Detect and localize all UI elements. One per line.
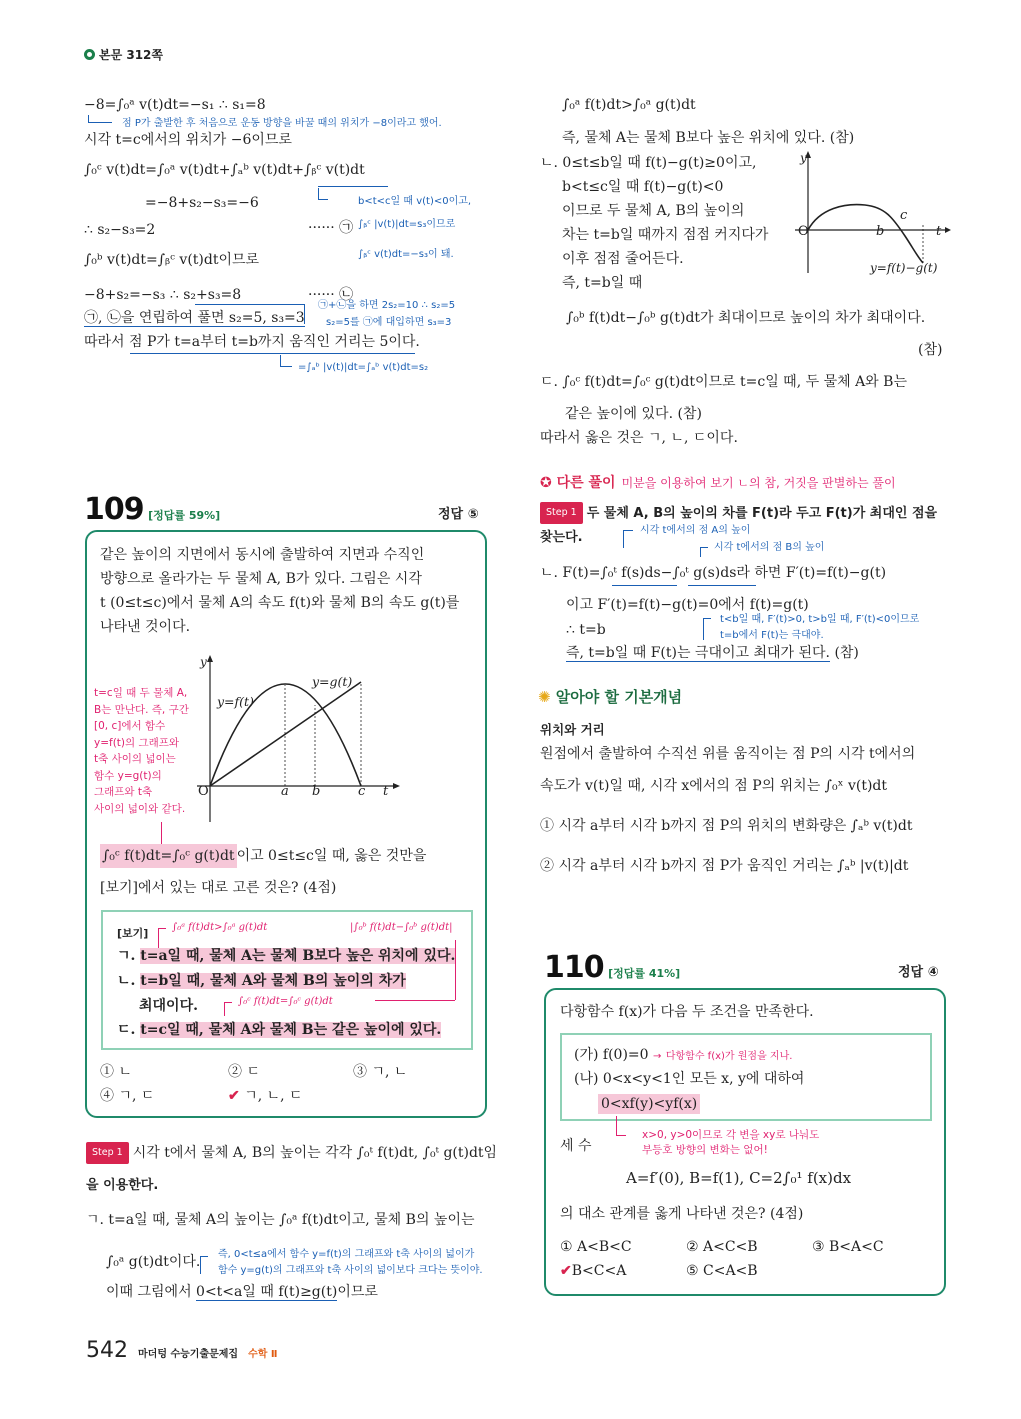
blue-note: t<b일 때, F′(t)>0, t>b일 때, F′(t)<0이므로 xyxy=(720,614,920,625)
pink-note-line: x>0, y>0이므로 각 변을 xy로 나눠도 xyxy=(642,1129,820,1141)
note-connector xyxy=(623,530,633,548)
note-connector xyxy=(195,304,305,324)
blue-note: 시각 t에서의 점 B의 높이 xyxy=(714,542,825,553)
question-prompt: [보기]에서 있는 대로 고른 것은? (4점) xyxy=(100,880,337,896)
bogi-label: [보기] xyxy=(117,927,149,940)
blue-note: ㉠+㉡을 하면 2s₂=10 ∴ s₂=5 xyxy=(318,300,456,311)
bogi-mark: ㄴ. xyxy=(117,973,136,989)
text-line: 이므로 두 물체 A, B의 높이의 xyxy=(562,203,745,219)
text-line: ㄴ. 0≤t≤b일 때 f(t)−g(t)≥0이고, xyxy=(540,155,757,171)
note-connector xyxy=(88,115,112,123)
velocity-graph xyxy=(195,652,405,832)
concept-item: ② 시각 a부터 시각 b까지 점 P가 움직인 거리는 ∫ₐᵇ |v(t)|dt xyxy=(540,858,909,874)
pink-note xyxy=(642,1128,819,1158)
alt-solution-title: 다른 풀이 xyxy=(556,475,616,491)
bogi-text: t=c일 때, 물체 A와 물체 B는 같은 높이에 있다. xyxy=(140,1022,442,1038)
text: 이때 그림에서 xyxy=(106,1284,197,1300)
subject-label: 수학 Ⅱ xyxy=(248,1349,278,1360)
answer-label: 정답 ⑤ xyxy=(438,507,479,522)
bogi-text: t=a일 때, 물체 A는 물체 B보다 높은 위치에 있다. xyxy=(140,948,456,964)
curve-label: y=f(t)−g(t) xyxy=(870,261,938,275)
three-numbers-label: 세 수 xyxy=(560,1138,592,1154)
blue-note: 즉, 0<t≤a에서 함수 y=f(t)의 그래프와 t축 사이의 넓이가 xyxy=(218,1249,475,1260)
lightbulb-icon: ✺ xyxy=(538,688,556,706)
side-note-line: y=f(t)의 그래프와 xyxy=(94,736,180,749)
choice-4[interactable]: ④ ㄱ, ㄷ xyxy=(100,1088,155,1104)
bogi-item xyxy=(117,1020,441,1040)
concept-subtitle: 위치와 거리 xyxy=(540,722,605,737)
bogi-item xyxy=(117,971,406,991)
origin-label: O xyxy=(798,224,809,239)
pink-note: 다항함수 f(x)가 원점을 지나. xyxy=(665,1051,793,1062)
arrow-right-icon: → xyxy=(653,1051,662,1062)
text-line: 차는 t=b일 때까지 점점 커지다가 xyxy=(562,227,769,243)
alt-solution-header xyxy=(540,472,896,492)
blue-note: 시각 t에서의 점 A의 높이 xyxy=(640,525,751,536)
bogi-text: t=b일 때, 물체 A와 물체 B의 높이의 차가 xyxy=(140,973,406,989)
condition-b-inequality xyxy=(598,1094,700,1114)
choice-3[interactable]: ③ B<A<C xyxy=(812,1239,884,1255)
page-number: 542 xyxy=(86,1338,128,1363)
step-line xyxy=(86,1142,497,1164)
text-line: 이후 점점 줄어든다. xyxy=(562,251,684,267)
blue-note: t=b에서 F(t)는 극대야. xyxy=(720,630,824,641)
equation-line: =−8+s₂−s₃=−6 xyxy=(145,195,259,211)
equation-line: 이고 F′(t)=f(t)−g(t)=0에서 f(t)=g(t) xyxy=(566,597,809,613)
blue-note: ∫ᵦᶜ v(t)dt=−s₃이 돼. xyxy=(358,249,454,260)
concept-line: 원점에서 출발하여 수직선 위를 움직이는 점 P의 시각 t에서의 xyxy=(540,746,916,762)
question-text: 같은 높이의 지면에서 동시에 출발하여 지면과 수직인 xyxy=(100,547,425,563)
text-line: 시각 t=c에서의 위치가 −6이므로 xyxy=(84,132,292,148)
y-axis-label: y xyxy=(800,151,807,165)
origin-label: O xyxy=(198,784,209,799)
side-note-line: 함수 y=g(t)의 xyxy=(94,769,162,782)
underline-connector xyxy=(318,186,388,187)
blue-note: =∫ₐᵇ |v(t)|dt=∫ₐᵇ v(t)dt=s₂ xyxy=(298,362,429,373)
source-reference xyxy=(84,46,163,63)
blue-note: s₂=5를 ㉠에 대입하면 s₃=3 xyxy=(326,317,452,328)
question-number: 110 xyxy=(544,950,604,985)
blue-note: 함수 y=g(t)의 그래프와 t축 사이의 넓이보다 크다는 뜻이야. xyxy=(218,1265,483,1276)
choice-4-correct[interactable] xyxy=(560,1261,626,1281)
text-line: 즉, t=b일 때 xyxy=(562,275,643,291)
step-text-continued: 을 이용한다. xyxy=(86,1178,159,1193)
choice-1[interactable]: ① ㄴ xyxy=(100,1064,132,1080)
equation-line: ㄷ. ∫₀ᶜ f(t)dt=∫₀ᶜ g(t)dt이므로 t=c일 때, 두 물체 A와 B는 xyxy=(540,374,907,390)
step-line xyxy=(540,502,937,524)
underlined-text: ㉠, ㉡을 연립하여 풀면 s₂=5, s₃=3 xyxy=(84,310,305,326)
text-line: 즉, 물체 A는 물체 B보다 높은 위치에 있다. (참) xyxy=(562,130,855,146)
condition-a-text: (가) f(0)=0 xyxy=(574,1047,649,1063)
question-header xyxy=(544,950,681,985)
note-connector xyxy=(224,1002,232,1016)
t-axis-label: t xyxy=(936,224,942,239)
conclusion-line xyxy=(566,643,859,663)
g-line-label: y=g(t) xyxy=(312,674,353,689)
concept-header xyxy=(538,686,682,707)
equation-line: −8=∫₀ᵃ v(t)dt=−s₁ ∴ s₁=8 xyxy=(84,97,266,113)
note-connector xyxy=(318,188,328,200)
f-curve-label: y=f(t) xyxy=(217,694,254,709)
bogi-mark: ㄱ. xyxy=(117,948,136,964)
choice-text: ㄱ, ㄴ, ㄷ xyxy=(244,1088,303,1104)
conclusion-line: 따라서 옳은 것은 ㄱ, ㄴ, ㄷ이다. xyxy=(540,430,738,446)
equation-line: ∴ t=b xyxy=(566,622,606,638)
side-note-line: 사이의 넓이와 같다. xyxy=(94,802,186,815)
t-axis-label: t xyxy=(383,784,389,799)
side-note-line: [0, c]에서 함수 xyxy=(94,720,166,732)
concept-line: 속도가 v(t)일 때, 시각 x에서의 점 P의 위치는 ∫₀ˣ v(t)dt xyxy=(540,778,888,794)
equation-line: ∫₀ᵇ f(t)dt−∫₀ᵇ g(t)dt가 최대이므로 높이의 차가 최대이다. xyxy=(566,310,926,326)
b-label: b xyxy=(312,784,321,799)
note-connector xyxy=(375,1000,455,1001)
source-ref-text: 본문 312쪽 xyxy=(99,48,164,62)
checkmark-icon: ✔ xyxy=(560,1263,572,1279)
equation-line: ∴ s₂−s₃=2 xyxy=(84,222,156,238)
blue-note: 점 P가 출발한 후 처음으로 운동 방향을 바꿀 때의 위치가 −8이라고 했어. xyxy=(122,118,442,129)
tag-marker: ······ ㉠ xyxy=(308,220,354,236)
condition-a xyxy=(574,1045,792,1067)
note-connector xyxy=(616,1116,626,1136)
verdict: (참) xyxy=(830,645,859,661)
checkmark-icon: ✔ xyxy=(228,1088,240,1104)
question-prompt: 의 대소 관계를 옳게 나타낸 것은? (4점) xyxy=(560,1206,804,1222)
note-connector xyxy=(280,355,292,367)
equation-line: ㄴ. F(t)=∫₀ᵗ f(s)ds−∫₀ᵗ g(s)ds라 하면 F′(t)=f(t)−g(t) xyxy=(540,565,887,581)
concept-item: ① 시각 a부터 시각 b까지 점 P의 위치의 변화량은 ∫ₐᵇ v(t)dt xyxy=(540,818,913,834)
book-title: 마더텅 수능기출문제집 xyxy=(138,1349,239,1360)
step-text-continued: 찾는다. xyxy=(540,530,583,545)
verdict: (참) xyxy=(918,342,943,358)
tag-marker: ······ ㉡ xyxy=(308,287,354,303)
pink-note: |∫₀ᵇ f(t)dt−∫₀ᵇ g(t)dt| xyxy=(350,922,453,933)
correct-rate: [정답률 59%] xyxy=(148,509,221,522)
choice-2[interactable]: ② A<C<B xyxy=(686,1239,758,1255)
underline xyxy=(130,353,415,354)
question-number: 109 xyxy=(84,492,144,527)
page-footer xyxy=(86,1338,277,1363)
question-text: 나타낸 것이다. xyxy=(100,619,191,635)
question-text: 방향으로 올라가는 두 물체 A, B가 있다. 그림은 시각 xyxy=(100,571,422,587)
side-note-line: t축 사이의 넓이는 xyxy=(94,753,176,765)
question-text: t (0≤t≤c)에서 물체 A의 속도 f(t)와 물체 B의 속도 g(t)를 xyxy=(100,595,460,611)
equation-line: −8+s₂=−s₃ ∴ s₂+s₃=8 xyxy=(84,287,242,303)
equation-line: ∫₀ᵇ v(t)dt=∫ᵦᶜ v(t)dt이므로 xyxy=(84,252,260,268)
condition-tail: 이고 0≤t≤c일 때, 옳은 것만을 xyxy=(236,848,427,864)
choice-text: B<C<A xyxy=(571,1263,627,1279)
underlined-text: 즉, t=b일 때 F(t)는 극대이고 최대가 된다. xyxy=(566,645,830,661)
text-line: 따라서 점 P가 t=a부터 t=b까지 움직인 거리는 5이다. xyxy=(84,334,420,350)
choice-5[interactable]: ⑤ C<A<B xyxy=(686,1263,758,1279)
c-label: c xyxy=(358,784,366,799)
y-axis-label: y xyxy=(200,655,207,669)
question-header xyxy=(84,492,221,527)
choice-5-correct[interactable] xyxy=(228,1086,303,1106)
step-badge: Step 1 xyxy=(540,502,583,524)
pink-note-line: 부등호 방향의 변화는 없어! xyxy=(642,1144,768,1156)
side-note-line: 그래프와 t축 xyxy=(94,786,153,798)
underline xyxy=(612,585,677,586)
star-icon: ✪ xyxy=(540,475,557,491)
bogi-item xyxy=(117,946,455,966)
bogi-item-continued: 최대이다. xyxy=(139,998,198,1014)
concept-title: 알아야 할 기본개념 xyxy=(555,688,683,706)
answer-label: 정답 ④ xyxy=(898,965,939,980)
highlighted-condition: ∫₀ᶜ f(t)dt=∫₀ᶜ g(t)dt xyxy=(100,844,237,868)
equation-line: ∫₀ᵃ f(t)dt>∫₀ᵃ g(t)dt xyxy=(562,97,696,113)
blue-note: b<t<c일 때 v(t)<0이고, xyxy=(358,196,472,207)
correct-rate: [정답률 41%] xyxy=(608,967,681,980)
side-note xyxy=(94,685,204,817)
underline xyxy=(688,585,756,586)
note-connector xyxy=(200,1256,208,1274)
side-note-line: t=c일 때 두 물체 A, xyxy=(94,687,188,699)
highlighted-inequality: 0<xf(y)<yf(x) xyxy=(598,1094,700,1114)
equation-line: ∫₀ᶜ v(t)dt=∫₀ᵃ v(t)dt+∫ₐᵇ v(t)dt+∫ᵦᶜ v(t)dt xyxy=(84,162,365,178)
note-connector xyxy=(700,547,708,557)
side-note-line: B는 만난다. 즉, 구간 xyxy=(94,703,189,716)
step-text: 시각 t에서 물체 A, B의 높이는 각각 ∫₀ᵗ f(t)dt, ∫₀ᵗ g(t)dt임 xyxy=(132,1145,498,1161)
b-label: b xyxy=(876,224,885,239)
step-badge: Step 1 xyxy=(86,1142,129,1164)
pink-note: ∫₀ᵃ f(t)dt>∫₀ᵃ g(t)dt xyxy=(172,922,268,933)
note-connector xyxy=(703,618,711,640)
underlined-text: 0<t<a일 때 f(t)≥g(t) xyxy=(196,1284,338,1300)
alt-solution-subtitle: 미분을 이용하여 보기 ㄴ의 참, 거짓을 판별하는 풀이 xyxy=(621,476,896,490)
text: 이므로 xyxy=(337,1284,378,1300)
note-arrow xyxy=(161,822,162,844)
condition-line xyxy=(100,846,426,866)
pink-note: ∫₀ᶜ f(t)dt=∫₀ᶜ g(t)dt xyxy=(238,996,333,1007)
circle-bullet-icon xyxy=(84,49,95,60)
text-line: 같은 높이에 있다. (참) xyxy=(565,406,702,422)
solution-line: ㄱ. t=a일 때, 물체 A의 높이는 ∫₀ᵃ f(t)dt이고, 물체 B의 높이는 xyxy=(86,1212,475,1228)
blue-note: ∫ᵦᶜ |v(t)|dt=s₃이므로 xyxy=(358,219,456,230)
solution-line xyxy=(106,1282,378,1302)
a-label: a xyxy=(281,784,289,799)
c-label: c xyxy=(900,208,908,223)
question-intro: 다항함수 f(x)가 다음 두 조건을 만족한다. xyxy=(560,1004,814,1020)
solution-line: ∫₀ᵃ g(t)dt이다. xyxy=(106,1254,201,1270)
condition-b: (나) 0<x<y<1인 모든 x, y에 대하여 xyxy=(574,1071,805,1087)
text-line: b<t≤c일 때 f(t)−g(t)<0 xyxy=(562,179,724,195)
step-text: 두 물체 A, B의 높이의 차를 F(t)라 두고 F(t)가 최대인 점을 xyxy=(586,506,938,521)
formula-line: A=f′(0), B=f(1), C=2∫₀¹ f(x)dx xyxy=(626,1169,852,1187)
bogi-mark: ㄷ. xyxy=(117,1022,136,1038)
choice-3[interactable]: ③ ㄱ, ㄴ xyxy=(353,1064,408,1080)
choice-2[interactable]: ② ㄷ xyxy=(228,1064,260,1080)
choice-1[interactable]: ① A<B<C xyxy=(560,1239,632,1255)
